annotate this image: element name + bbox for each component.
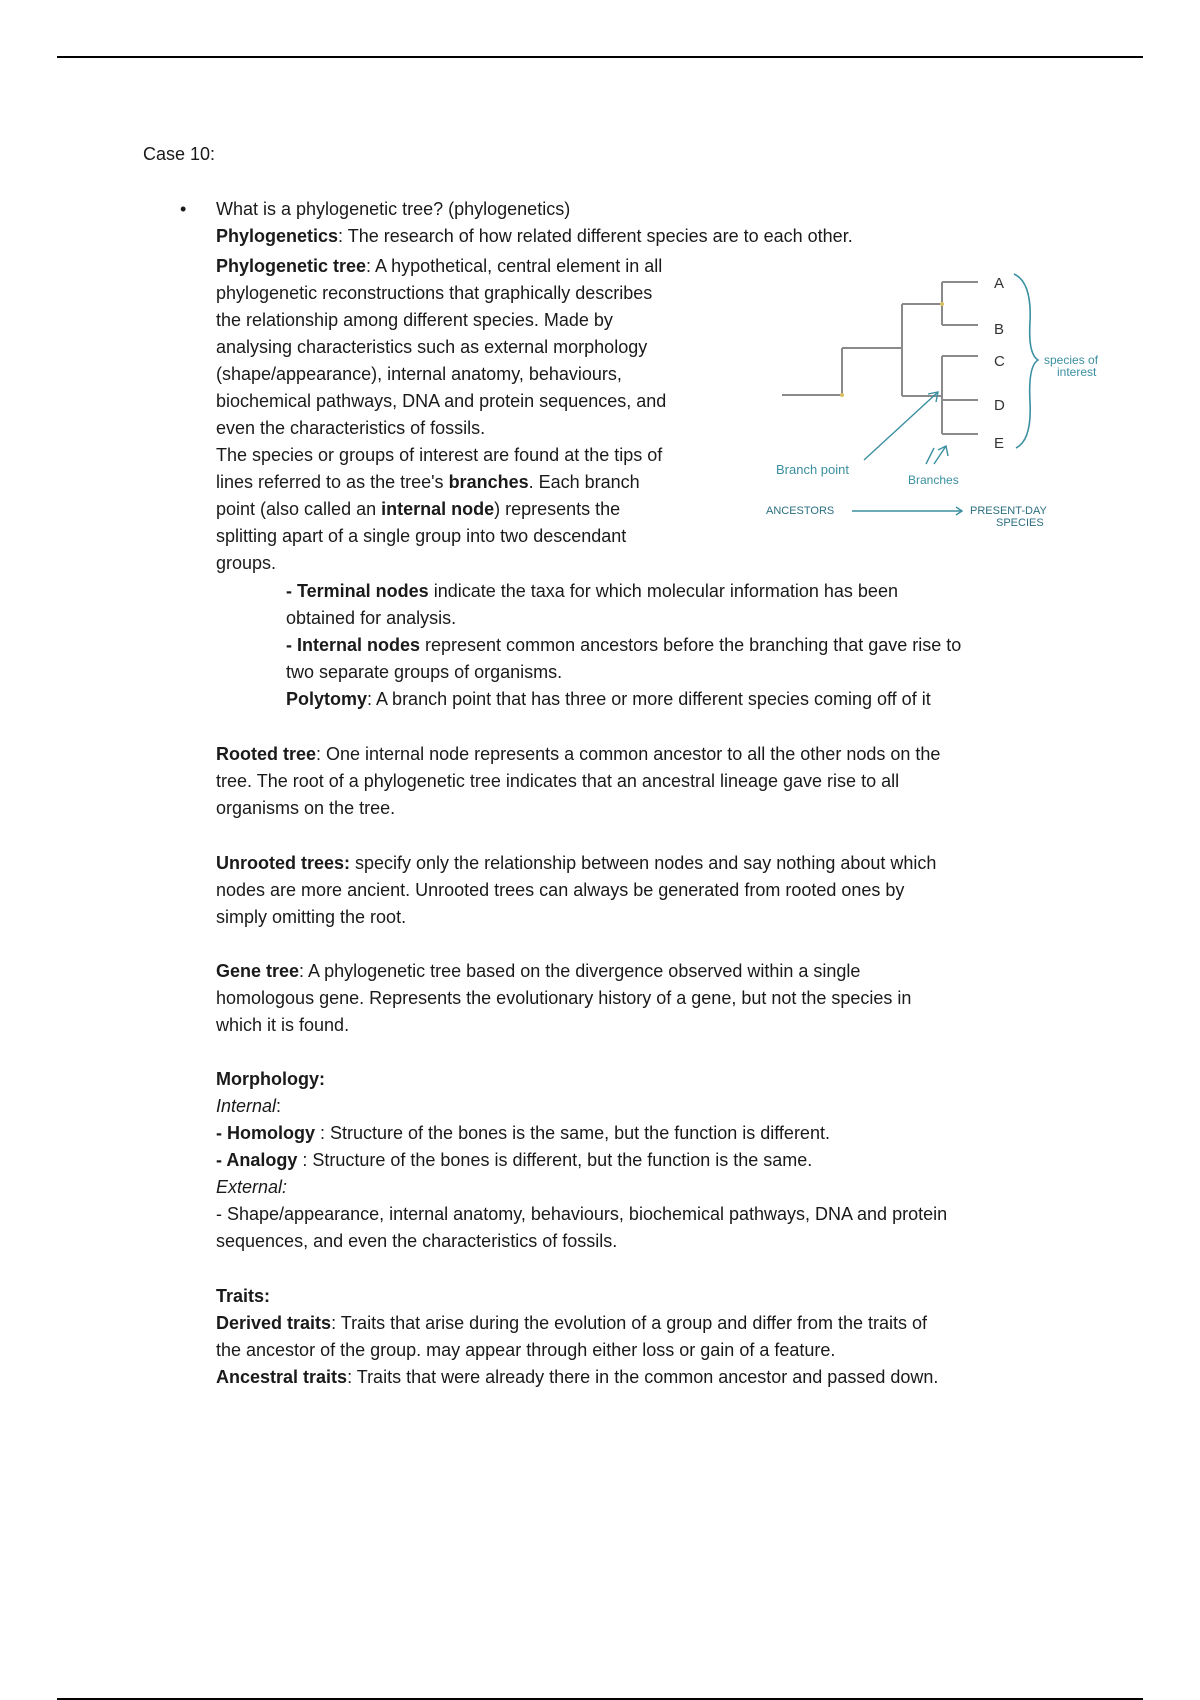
derived-traits-term: Derived traits xyxy=(216,1313,332,1333)
unrooted-tree-text: specify only the relationship between nodes and say nothing about which xyxy=(350,853,937,873)
tip-label-b: B xyxy=(994,321,1005,338)
gene-tree-text: which it is found. xyxy=(216,1015,350,1035)
tips-line: lines referred to as the tree's xyxy=(216,472,449,492)
tips-line: point (also called an xyxy=(216,499,382,519)
terminal-nodes-text: obtained for analysis. xyxy=(286,608,457,628)
internal-label: Internal xyxy=(216,1096,277,1116)
bullet-marker: • xyxy=(180,199,187,219)
internal-nodes-text: two separate groups of organisms. xyxy=(286,662,563,682)
external-text: sequences, and even the characteristics of fossils. xyxy=(216,1231,618,1251)
tree-lines xyxy=(782,282,978,434)
traits-heading: Traits: xyxy=(216,1286,271,1306)
gene-tree-text: : A phylogenetic tree based on the divergence observed within a single xyxy=(299,961,861,981)
branches-term: branches xyxy=(448,472,529,492)
derived-traits-text: : Traits that arise during the evolution of a group and differ from the traits of xyxy=(331,1313,928,1333)
phylo-tree-line: analysing characteristics such as external morphology xyxy=(216,337,648,357)
polytomy-term: Polytomy xyxy=(286,689,368,709)
tip-label-d: D xyxy=(994,397,1005,414)
internal-node-term: internal node xyxy=(381,499,495,519)
ancestors-label: ANCESTORS xyxy=(766,505,835,517)
internal-nodes-term: - Internal nodes xyxy=(286,635,421,655)
homology-text: : Structure of the bones is the same, but the function is different. xyxy=(315,1123,830,1143)
branches-label: Branches xyxy=(908,473,959,487)
unrooted-tree-definition xyxy=(216,850,1066,931)
morphology-section xyxy=(216,1066,1066,1255)
phylo-tree-term: Phylogenetic tree xyxy=(216,256,367,276)
phylo-tree-line: (shape/appearance), internal anatomy, behaviours, xyxy=(216,364,622,384)
rooted-tree-text: organisms on the tree. xyxy=(216,798,396,818)
external-text: - Shape/appearance, internal anatomy, behaviours, biochemical pathways, DNA and protein xyxy=(216,1204,948,1224)
homology-term: - Homology xyxy=(216,1123,315,1143)
gene-tree-definition xyxy=(216,958,1066,1039)
unrooted-tree-term: Unrooted trees: xyxy=(216,853,351,873)
annotation-arrows xyxy=(864,392,948,464)
morphology-heading: Morphology: xyxy=(216,1069,325,1089)
species-of-interest-label: interest xyxy=(1057,365,1097,379)
internal-colon: : xyxy=(276,1096,282,1116)
header-rule xyxy=(57,56,1143,58)
traits-section xyxy=(216,1283,1066,1391)
gene-tree-text: homologous gene. Represents the evolutionary history of a gene, but not the species in xyxy=(216,988,912,1008)
phylo-tree-line: : A hypothetical, central element in all xyxy=(366,256,663,276)
rooted-tree-text: : One internal node represents a common ancestor to all the other nods on the xyxy=(316,744,941,764)
tips-line: The species or groups of interest are found at the tips of xyxy=(216,445,663,465)
phylogenetic-tree-diagram xyxy=(756,262,1136,542)
unrooted-tree-text: nodes are more ancient. Unrooted trees can always be generated from rooted ones by xyxy=(216,880,905,900)
tips-line: splitting apart of a single group into two descendant xyxy=(216,526,627,546)
question-line xyxy=(216,196,1066,223)
tips-line: ) represents the xyxy=(494,499,621,519)
ancestral-traits-text: : Traits that were already there in the common ancestor and passed down. xyxy=(347,1367,939,1387)
present-day-label: SPECIES xyxy=(996,517,1044,529)
gene-tree-term: Gene tree xyxy=(216,961,300,981)
terminal-nodes-text: indicate the taxa for which molecular information has been xyxy=(428,581,898,601)
rooted-tree-definition xyxy=(216,741,1066,822)
rooted-tree-term: Rooted tree xyxy=(216,744,317,764)
tips-line: . Each branch xyxy=(528,472,640,492)
ancestral-traits-term: Ancestral traits xyxy=(216,1367,348,1387)
phylogenetics-definition xyxy=(216,223,1066,250)
phylo-tree-definition xyxy=(216,253,736,577)
external-label: External: xyxy=(216,1177,288,1197)
polytomy-text: : A branch point that has three or more different species coming off of it xyxy=(367,689,931,709)
internal-nodes-text: represent common ancestors before the branching that gave rise to xyxy=(420,635,962,655)
tip-label-e: E xyxy=(994,435,1005,452)
tips-line: groups. xyxy=(216,553,277,573)
derived-traits-text: the ancestor of the group. may appear through either loss or gain of a feature. xyxy=(216,1340,836,1360)
phylo-tree-line: phylogenetic reconstructions that graphically describes xyxy=(216,283,653,303)
phylogenetics-term: Phylogenetics xyxy=(216,226,339,246)
branch-point-label: Branch point xyxy=(776,462,849,477)
present-day-label: PRESENT-DAY xyxy=(970,505,1047,517)
phylo-tree-line: the relationship among different species. Made by xyxy=(216,310,613,330)
species-of-interest-label: species of xyxy=(1044,353,1099,367)
phylo-tree-line: biochemical pathways, DNA and protein sequences, and xyxy=(216,391,667,411)
phylogenetics-text: : The research of how related different species are to each other. xyxy=(338,226,853,246)
analogy-term: - Analogy xyxy=(216,1150,298,1170)
question-text: What is a phylogenetic tree? (phylogenetics) xyxy=(216,199,571,219)
terminal-nodes-term: - Terminal nodes xyxy=(286,581,429,601)
species-brace xyxy=(1014,274,1038,448)
tip-label-c: C xyxy=(994,353,1005,370)
analogy-text: : Structure of the bones is different, but the function is the same. xyxy=(297,1150,813,1170)
node-definitions xyxy=(286,578,1066,713)
unrooted-tree-text: simply omitting the root. xyxy=(216,907,407,927)
phylo-tree-line: even the characteristics of fossils. xyxy=(216,418,486,438)
tip-label-a: A xyxy=(994,275,1005,292)
rooted-tree-text: tree. The root of a phylogenetic tree indicates that an ancestral lineage gave rise to all xyxy=(216,771,900,791)
case-title: Case 10: xyxy=(143,144,216,164)
